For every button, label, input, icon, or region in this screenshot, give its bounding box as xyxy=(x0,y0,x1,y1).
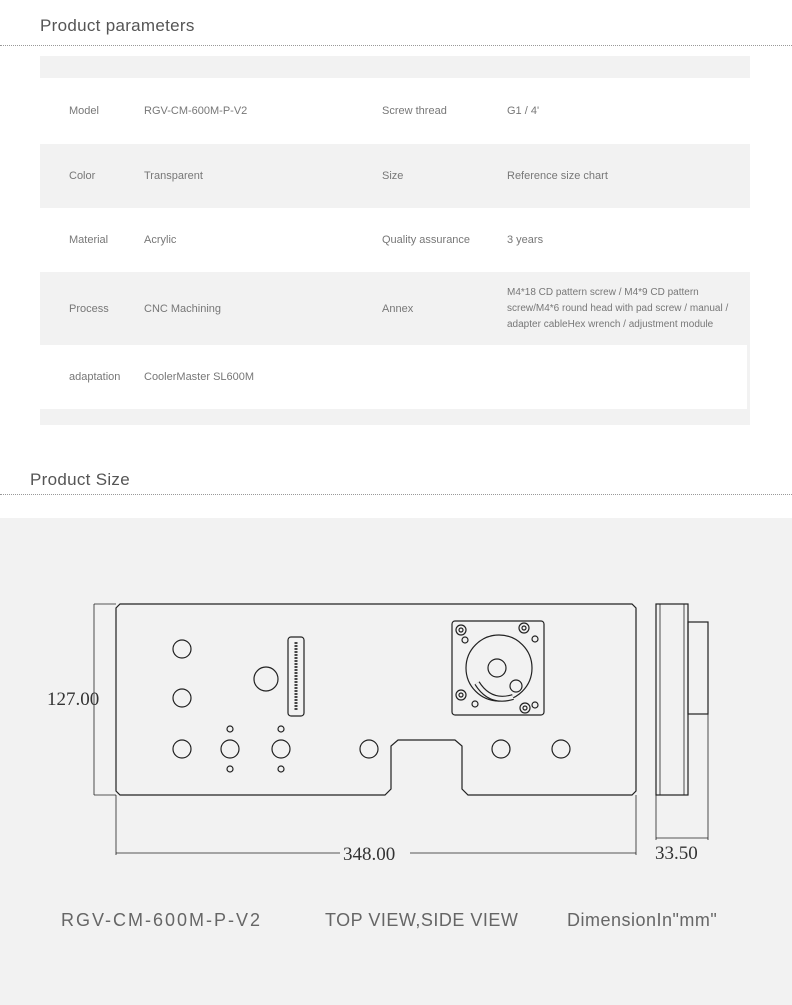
label-size: Size xyxy=(382,170,404,182)
value-annex: M4*18 CD pattern screw / M4*9 CD pattern screw/M4*6 round head with pad screw / manual / adapter cableHex wrench / adjustment module xyxy=(507,286,729,330)
label-screw-thread: Screw thread xyxy=(382,105,447,117)
hole xyxy=(173,640,191,658)
divider xyxy=(0,45,792,46)
hole xyxy=(492,740,510,758)
side-view-body xyxy=(656,604,688,795)
hole xyxy=(360,740,378,758)
product-size-title: Product Size xyxy=(30,470,130,489)
param-row-model xyxy=(40,78,750,144)
value-model: RGV-CM-600M-P-V2 xyxy=(144,105,248,117)
caption-views: TOP VIEW,SIDE VIEW xyxy=(325,910,519,930)
param-row-adaptation xyxy=(40,345,747,409)
value-color: Transparent xyxy=(144,170,203,182)
caption-units: DimensionIn"mm" xyxy=(567,910,718,930)
depth-dimension: 33.50 xyxy=(655,843,698,864)
label-annex: Annex xyxy=(382,302,414,315)
label-adaptation: adaptation xyxy=(69,371,121,383)
caption-model: RGV-CM-600M-P-V2 xyxy=(61,910,263,930)
hole xyxy=(173,689,191,707)
label-model: Model xyxy=(69,105,99,117)
value-screw-thread: G1 / 4' xyxy=(507,105,540,117)
value-material: Acrylic xyxy=(144,234,177,246)
hole xyxy=(272,740,290,758)
product-parameters-title: Product parameters xyxy=(40,16,195,35)
label-material: Material xyxy=(69,234,109,246)
param-row-color xyxy=(40,144,750,208)
label-quality-assurance: Quality assurance xyxy=(382,234,471,246)
label-process: Process xyxy=(69,302,109,315)
value-process: CNC Machining xyxy=(144,302,222,315)
product-size-panel xyxy=(0,518,792,1005)
width-dimension: 348.00 xyxy=(343,844,396,865)
hole xyxy=(221,740,239,758)
hole xyxy=(173,740,191,758)
technical-drawing xyxy=(0,518,792,1005)
hole xyxy=(552,740,570,758)
value-quality-assurance: 3 years xyxy=(507,234,544,246)
value-adaptation: CoolerMaster SL600M xyxy=(144,371,255,383)
height-dimension: 127.00 xyxy=(47,689,100,710)
window xyxy=(254,667,278,691)
divider xyxy=(0,494,792,495)
pump-ring xyxy=(466,635,532,701)
label-color: Color xyxy=(69,170,96,182)
param-row-process xyxy=(40,272,750,345)
parameters-table xyxy=(40,56,750,425)
param-row-material xyxy=(40,208,750,272)
plate-outline xyxy=(116,604,636,795)
value-size: Reference size chart xyxy=(507,170,608,182)
